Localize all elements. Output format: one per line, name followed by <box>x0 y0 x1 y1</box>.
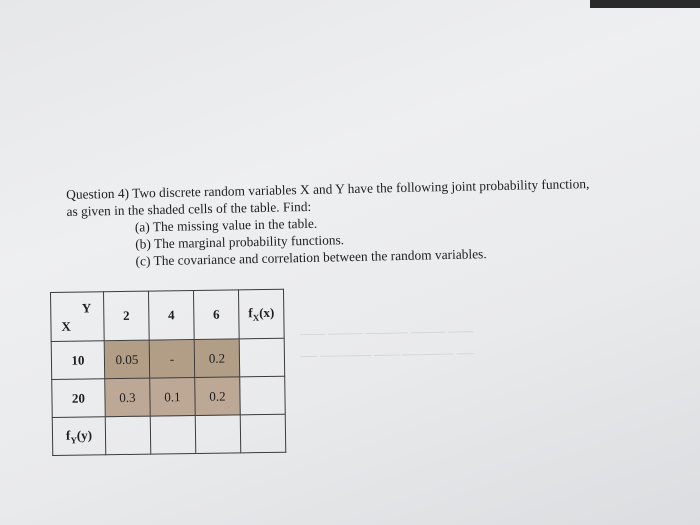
bleed-through-text: ─── ──── ───── ──── ─── ── ────── ─── ────── ── <box>299 324 474 364</box>
fx-sub: X <box>252 312 260 323</box>
fy-cell-total <box>240 414 286 453</box>
question-item-b: (b) The marginal probability functions. <box>135 232 345 252</box>
table-row <box>52 376 286 417</box>
col-header-2: 2 <box>104 291 150 341</box>
fy-cell-4 <box>150 415 196 454</box>
corner-x-label: X <box>61 318 71 334</box>
question-item-c: (c) The covariance and correlation between the random variables. <box>135 246 487 269</box>
row-label-20: 20 <box>52 379 106 418</box>
fx-f: f <box>248 305 253 321</box>
question-text <box>66 173 688 271</box>
cell-20-4: 0.1 <box>150 377 196 416</box>
corner-cell <box>51 292 105 342</box>
cell-10-6: 0.2 <box>194 339 240 378</box>
row-label-fy <box>52 417 106 456</box>
cell-10-4: - <box>149 339 195 378</box>
background-edge <box>590 0 700 8</box>
joint-probability-table <box>50 289 286 456</box>
cell-20-2: 0.3 <box>105 378 151 417</box>
fy-f: f <box>65 427 71 443</box>
table-row <box>52 414 286 455</box>
table-row <box>51 338 285 379</box>
fx-cell-20 <box>240 376 286 415</box>
col-header-4: 4 <box>148 290 194 340</box>
cell-20-6: 0.2 <box>195 377 241 416</box>
col-header-6: 6 <box>193 290 239 340</box>
fy-cell-2 <box>105 416 151 455</box>
col-header-fx <box>238 289 284 339</box>
fy-cell-6 <box>195 415 241 454</box>
corner-y-label: Y <box>81 300 92 316</box>
fy-sub: Y <box>70 434 77 446</box>
fy-arg: (y) <box>76 427 93 443</box>
cell-10-2: 0.05 <box>104 340 150 379</box>
fx-cell-10 <box>239 338 285 377</box>
question-item-a: (a) The missing value in the table. <box>134 215 318 235</box>
question-line-2: as given in the shaded cells of the table. Find: <box>66 198 312 219</box>
row-label-10: 10 <box>51 341 105 380</box>
question-line-1: Question 4) Two discrete random variables X and Y have the following joint probability function, <box>66 176 590 202</box>
fx-arg: (x) <box>259 305 275 321</box>
table-header-row <box>51 289 285 341</box>
